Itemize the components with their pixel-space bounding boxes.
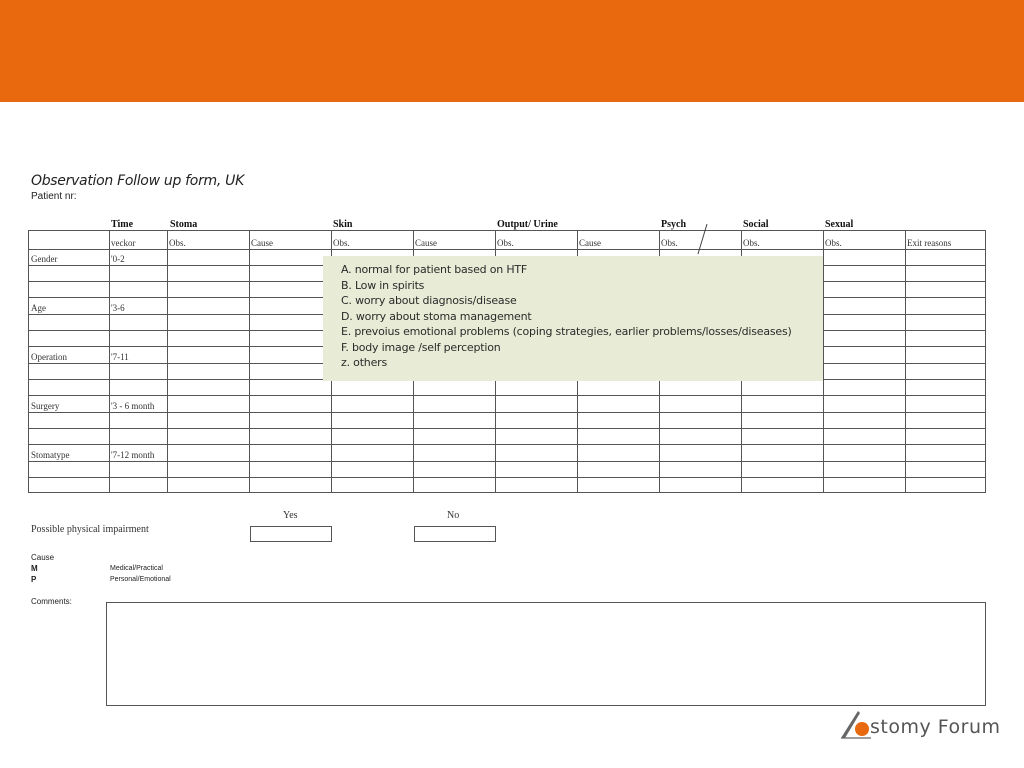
ostomy-forum-logo-icon (838, 708, 874, 742)
legend-line-f: F. body image /self perception (341, 341, 501, 354)
yes-checkbox[interactable] (250, 526, 332, 542)
header-skin: Skin (333, 219, 353, 230)
legend-line-d: D. worry about stoma management (341, 310, 532, 323)
row-time-gender: '0-2 (111, 254, 125, 264)
legend-line-b: B. Low in spirits (341, 279, 425, 292)
row-label-gender: Gender (31, 254, 58, 264)
cause-desc-p: Personal/Emotional (110, 576, 171, 583)
subheader-veckor: veckor (111, 238, 136, 248)
patient-number-label: Patient nr: (31, 191, 77, 202)
impairment-label: Possible physical impairment (31, 524, 149, 535)
legend-line-e: E. prevoius emotional problems (coping strategies, earlier problems/losses/diseases) (341, 325, 792, 338)
subheader-stoma-cause: Cause (251, 238, 273, 248)
yes-label: Yes (283, 510, 298, 521)
cause-code-m: M (31, 564, 38, 573)
subheader-skin-cause: Cause (415, 238, 437, 248)
subheader-output-obs: Obs. (497, 238, 514, 248)
subheader-social-obs: Obs. (743, 238, 760, 248)
subheader-exit-reasons: Exit reasons (907, 238, 952, 248)
cause-desc-m: Medical/Practical (110, 565, 163, 572)
form-title: Observation Follow up form, UK (31, 173, 244, 189)
row-label-stomatype: Stomatype (31, 450, 70, 460)
row-label-age: Age (31, 303, 46, 313)
row-time-operation: '7-11 (111, 352, 129, 362)
legend-line-z: z. others (341, 356, 388, 369)
subheader-output-cause: Cause (579, 238, 601, 248)
comments-textarea[interactable] (106, 602, 986, 706)
cause-title: Cause (31, 553, 55, 562)
row-label-surgery: Surgery (31, 401, 60, 411)
row-time-stomatype: '7-12 month (111, 450, 155, 460)
row-label-operation: Operation (31, 352, 67, 362)
legend-line-c: C. worry about diagnosis/disease (341, 294, 517, 307)
header-sexual: Sexual (825, 219, 854, 230)
logo-text: stomy Forum (870, 716, 1001, 738)
pen-slash-mark (695, 222, 709, 256)
subheader-sexual-obs: Obs. (825, 238, 842, 248)
psych-legend-box (323, 256, 823, 381)
cause-code-p: P (31, 575, 37, 584)
subheader-stoma-obs: Obs. (169, 238, 186, 248)
header-psych: Psych (661, 219, 686, 230)
subheader-skin-obs: Obs. (333, 238, 350, 248)
legend-line-a: A. normal for patient based on HTF (341, 263, 528, 276)
header-banner (0, 0, 1024, 102)
row-time-age: '3-6 (111, 303, 125, 313)
row-time-surgery: '3 - 6 month (111, 401, 155, 411)
comments-label: Comments: (31, 597, 72, 606)
header-stoma: Stoma (170, 219, 198, 230)
subheader-psych-obs: Obs. (661, 238, 678, 248)
header-time: Time (111, 219, 134, 230)
header-social: Social (743, 219, 769, 230)
header-output-urine: Output/ Urine (497, 219, 558, 230)
no-label: No (447, 510, 460, 521)
no-checkbox[interactable] (414, 526, 496, 542)
